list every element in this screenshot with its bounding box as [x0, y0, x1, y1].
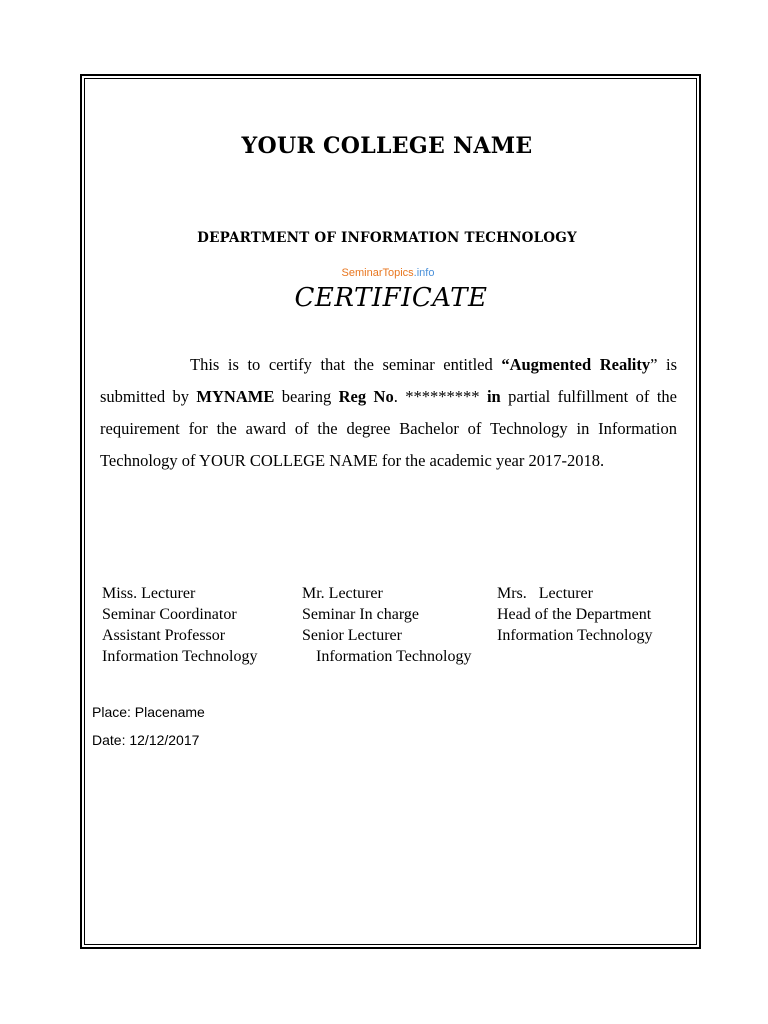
quote-close: ”: [650, 355, 658, 374]
signatory-role: Seminar Coordinator: [102, 606, 237, 623]
student-name: MYNAME: [196, 387, 275, 406]
signatory-coordinator: [102, 583, 257, 667]
certificate-body: [100, 349, 677, 477]
certificate-border-inner: [84, 78, 697, 945]
certificate-title: CERTIFICATE: [294, 283, 488, 313]
signatory-name: Mrs. Lecturer: [497, 585, 593, 602]
signatory-name: Miss. Lecturer: [102, 585, 196, 602]
department-name: DEPARTMENT OF INFORMATION TECHNOLOGY: [197, 230, 577, 246]
signatory-incharge: [302, 583, 471, 667]
watermark-part2: .info: [413, 267, 435, 279]
signatory-name: Mr. Lecturer: [302, 585, 383, 602]
signatory-dept: Information Technology: [316, 648, 472, 665]
signatory-title: Senior Lecturer: [302, 627, 402, 644]
college-name: YOUR COLLEGE NAME: [241, 133, 533, 159]
place-line: Place: Placename: [92, 704, 205, 720]
signatory-role: Head of the Department: [497, 606, 652, 623]
body-text-2: is submitted by: [100, 355, 678, 406]
reg-label: Reg No: [338, 387, 394, 406]
body-text-1: This is to certify that the seminar entitled: [190, 355, 502, 374]
seminar-topic: Augmented Reality: [509, 355, 651, 374]
watermark-part1: SeminarTopics: [341, 267, 414, 279]
signatory-title: Information Technology: [497, 627, 653, 644]
body-text-4: . *********: [393, 387, 487, 406]
signatory-hod: [497, 583, 652, 646]
signatory-role: Seminar In charge: [302, 606, 419, 623]
signatory-dept: Information Technology: [102, 648, 258, 665]
in-word: in: [486, 387, 501, 406]
watermark-logo: [0, 267, 768, 279]
body-text-5: partial fulfillment of the requirement for the award of the degree Bachelor of Technology in Information Technology of YOUR COLLEGE NAME for the academic year 2017-2018.: [100, 387, 677, 470]
body-text-3: bearing: [274, 387, 339, 406]
date-line: Date: 12/12/2017: [92, 732, 200, 748]
signatory-title: Assistant Professor: [102, 627, 226, 644]
quote-open: “: [501, 355, 510, 374]
